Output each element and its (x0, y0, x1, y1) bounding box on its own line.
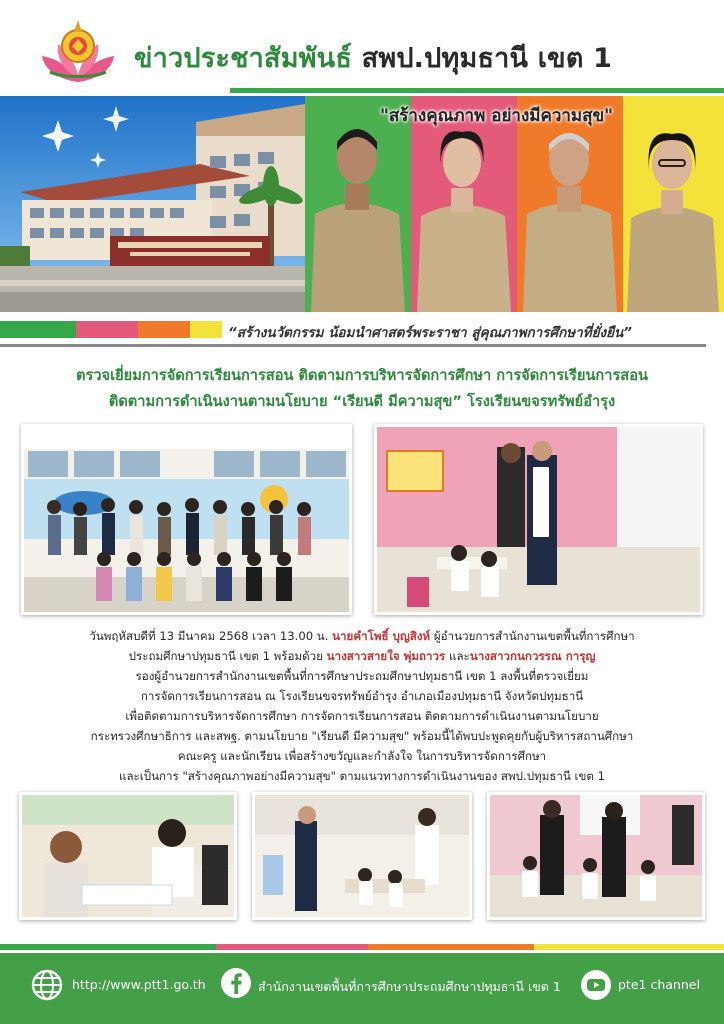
student-photo-1 (19, 792, 237, 920)
banner-slogan: "สร้างคุณภาพ อย่างมีความสุข" (380, 106, 613, 126)
footer-bar (0, 953, 724, 1024)
body-line-3: รองผู้อำนวยการสำนักงานเขตพื้นที่การศึกษาประถมศึกษาปทุมธานี เขต 1 ลงพื้นที่ตรวจเยี่ยม (135, 669, 589, 683)
facebook-icon[interactable] (220, 967, 252, 999)
body-line-4: การจัดการเรียนการสอน ณ โรงเรียนขจรทรัพย์อำรุง อำเภอเมืองปทุมธานี จังหวัดปทุมธานี (140, 689, 584, 703)
banner (0, 96, 724, 312)
divider (0, 344, 706, 347)
group-photo (21, 424, 352, 615)
youtube-icon[interactable] (580, 969, 612, 1001)
body-line-8: และเป็นการ "สร้างคุณภาพอย่างมีความสุข" ตามแนวทางการดำเนินงานของ สพป.ปทุมธานี เขต 1 (118, 769, 606, 783)
globe-icon (31, 969, 63, 1001)
director-name: นายคำโพธิ์ บุญสิงห์ (332, 629, 431, 643)
page-title: ข่าวประชาสัมพันธ์ สพป.ปทุมธานี เขต 1 (134, 43, 613, 74)
obec-emblem-icon (40, 12, 116, 88)
deputy-name-2: นางสาวกนกวรรณ การุญ (469, 649, 596, 663)
headline-line-2: ติดตามการดำเนินงานตามนโยบาย “เรียนดี มีความสุข” โรงเรียนขจรทรัพย์อำรุง (108, 393, 616, 410)
header-rule (230, 88, 724, 93)
strip-pink (76, 321, 138, 338)
vision-statement: “สร้างนวัตกรรม น้อมนำศาสตร์พระราชา สู่คุณภาพการศึกษาที่ยั่งยืน” (228, 325, 632, 341)
body-line-5: เพื่อติดตามการบริหารจัดการศึกษา การจัดการเรียนการสอน ติดตามการดำเนินงานตามนโยบาย (125, 709, 599, 723)
footer-color-rule (0, 944, 724, 950)
body-line-6: กระทรวงศึกษาธิการ และสพฐ. ตามนโยบาย "เรียนดี มีความสุข" พร้อมนี้ได้พบปะพูดคุยกับผู้บริหารสถานศึกษา (90, 729, 634, 743)
school-building-photo (0, 96, 305, 312)
student-photo-2 (252, 792, 472, 920)
website-link[interactable]: http://www.ptt1.go.th (72, 977, 206, 992)
classroom-visit-photo (374, 424, 703, 615)
facebook-page-name[interactable]: สำนักงานเขตพื้นที่การศึกษาประถมศึกษาปทุมธานี เขต 1 (258, 979, 561, 994)
body-line-2: ประถมศึกษาปทุมธานี เขต 1 พร้อมด้วย นางสาวสายใจ พุ่มถาวร และนางสาวกนกวรรณ การุญ (128, 649, 596, 663)
strip-yellow (190, 321, 222, 338)
strip-orange (138, 321, 190, 338)
strip-green (0, 321, 76, 338)
body-line-1: วันพฤหัสบดีที่ 13 มีนาคม 2568 เวลา 13.00 น. นายคำโพธิ์ บุญสิงห์ ผู้อำนวยการสำนักงานเขตพื้นที่การศึกษา (89, 629, 635, 643)
body-line-7: คณะครู และนักเรียน เพื่อสร้างขวัญและกำลังใจ ในการบริหารจัดการศึกษา (177, 749, 547, 763)
headline-line-1: ตรวจเยี่ยมการจัดการเรียนการสอน ติดตามการบริหารจัดการศึกษา การจัดการเรียนการสอน (76, 367, 648, 384)
deputy-name-1: นางสาวสายใจ พุ่มถาวร (326, 649, 446, 663)
youtube-channel-name[interactable]: pte1 channel (618, 977, 700, 992)
student-photo-3 (487, 792, 705, 920)
